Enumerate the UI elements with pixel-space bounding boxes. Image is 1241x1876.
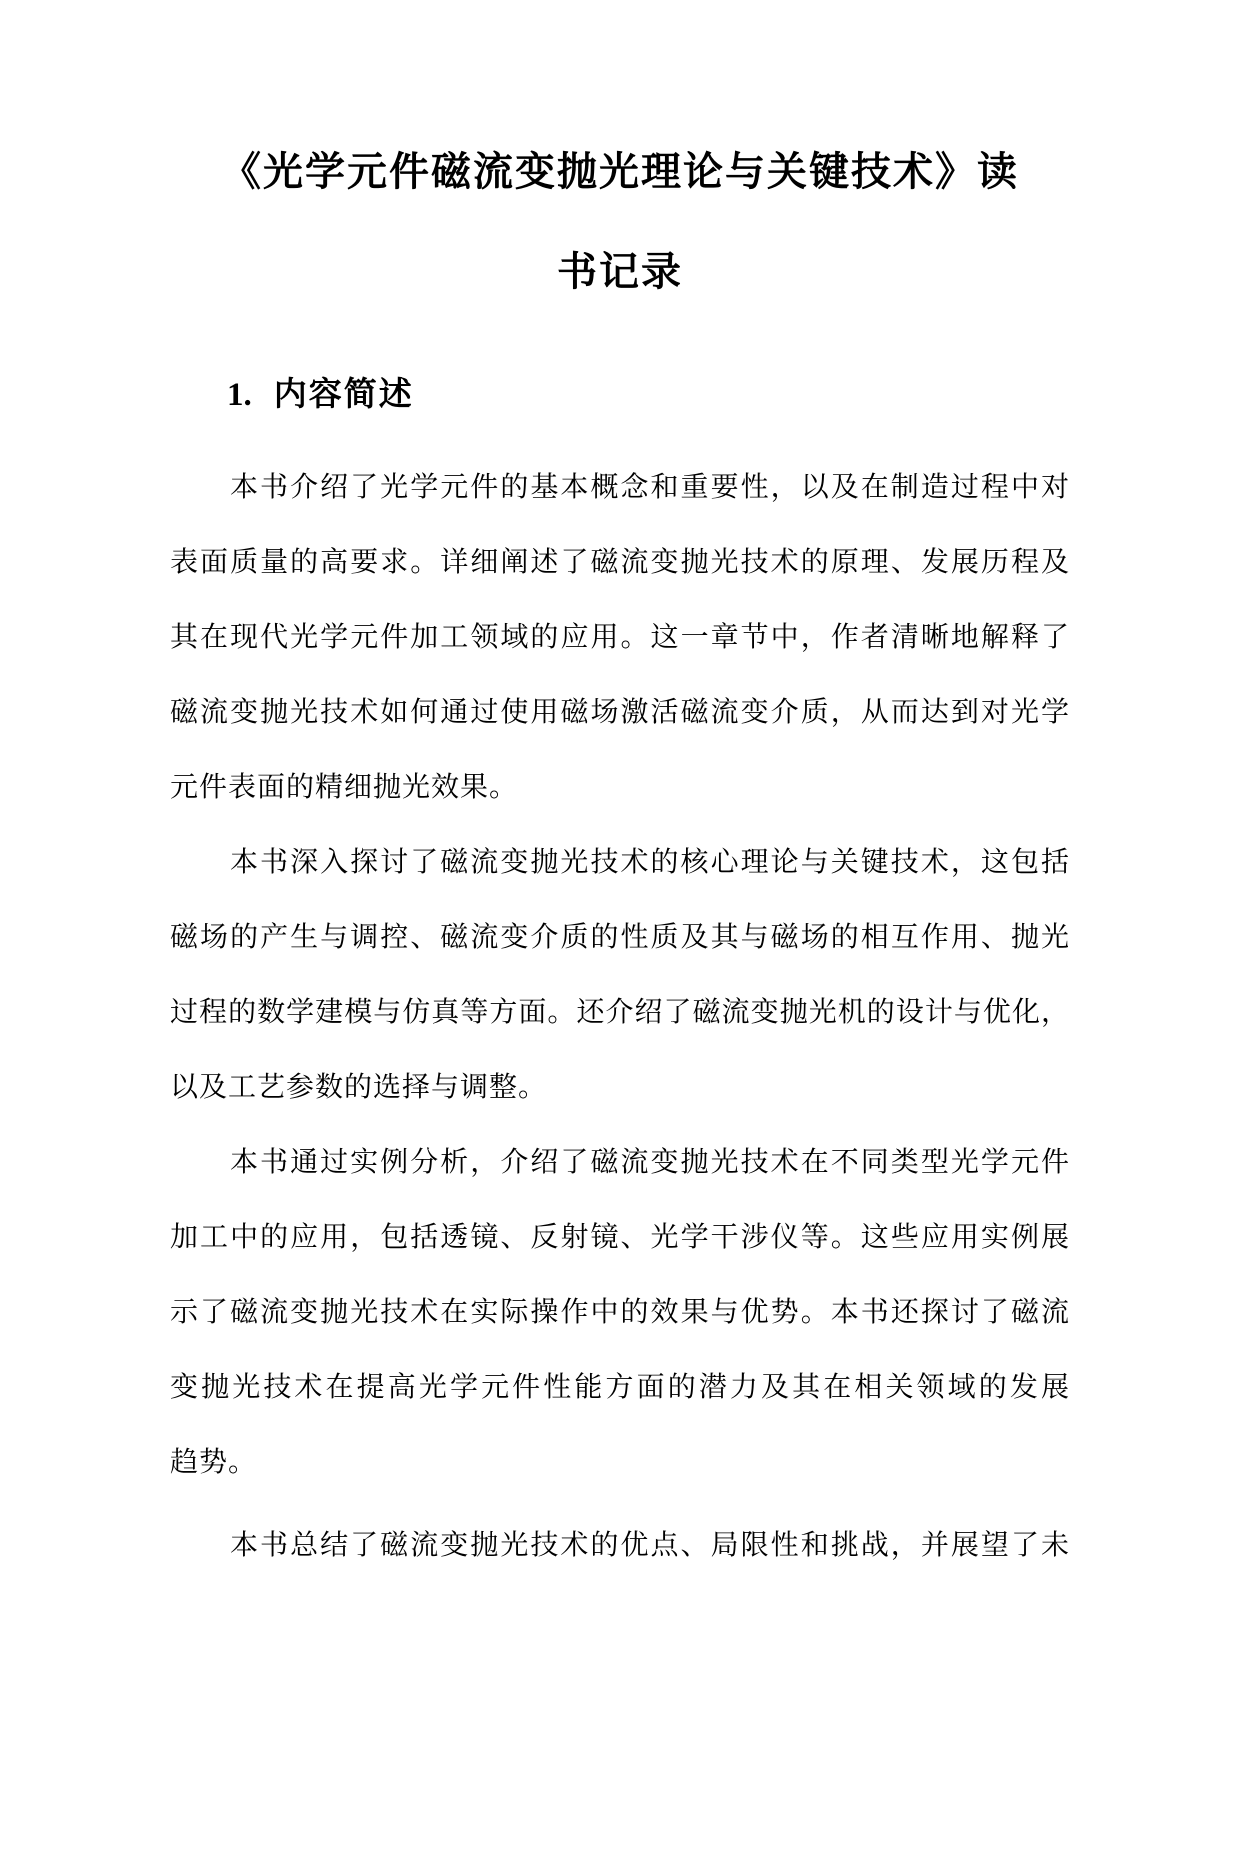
text-line: 过程的数学建模与仿真等方面。还介绍了磁流变抛光机的设计与优化， — [170, 997, 1070, 1028]
text-line: 磁流变抛光技术如何通过使用磁场激活磁流变介质，从而达到对光学 — [170, 697, 1070, 728]
paragraph-3 — [170, 1125, 1070, 1500]
text-line: 变抛光技术在提高光学元件性能方面的潜力及其在相关领域的发展 — [170, 1372, 1070, 1403]
section-number: 1. — [227, 377, 252, 413]
document-title — [170, 122, 1070, 322]
text-line: 表面质量的高要求。详细阐述了磁流变抛光技术的原理、发展历程及 — [170, 547, 1070, 578]
text-line: 磁场的产生与调控、磁流变介质的性质及其与磁场的相互作用、抛光 — [170, 922, 1070, 953]
document-body — [170, 450, 1070, 1583]
text-line: 以及工艺参数的选择与调整。 — [170, 1072, 548, 1103]
text-line: 其在现代光学元件加工领域的应用。这一章节中，作者清晰地解释了 — [170, 622, 1070, 653]
text-line: 元件表面的精细抛光效果。 — [170, 772, 519, 803]
text-line: 本书总结了磁流变抛光技术的优点、局限性和挑战，并展望了未 — [230, 1530, 1070, 1561]
page-content — [170, 122, 1070, 1583]
section-heading — [227, 374, 1070, 415]
text-line: 示了磁流变抛光技术在实际操作中的效果与优势。本书还探讨了磁流 — [170, 1297, 1070, 1328]
document-page — [0, 122, 1241, 1876]
paragraph-4 — [170, 1508, 1070, 1583]
text-line: 本书深入探讨了磁流变抛光技术的核心理论与关键技术，这包括 — [230, 847, 1070, 878]
document-title-line-2: 书记录 — [557, 249, 683, 294]
text-line: 趋势。 — [170, 1447, 258, 1478]
paragraph-1 — [170, 450, 1070, 825]
text-line: 本书介绍了光学元件的基本概念和重要性，以及在制造过程中对 — [230, 472, 1070, 503]
text-line: 本书通过实例分析，介绍了磁流变抛光技术在不同类型光学元件 — [230, 1147, 1070, 1178]
document-title-line-1: 《光学元件磁流变抛光理论与关键技术》读 — [221, 149, 1019, 194]
section-heading-text: 内容简述 — [273, 375, 414, 412]
text-line: 加工中的应用，包括透镜、反射镜、光学干涉仪等。这些应用实例展 — [170, 1222, 1070, 1253]
paragraph-2 — [170, 825, 1070, 1125]
